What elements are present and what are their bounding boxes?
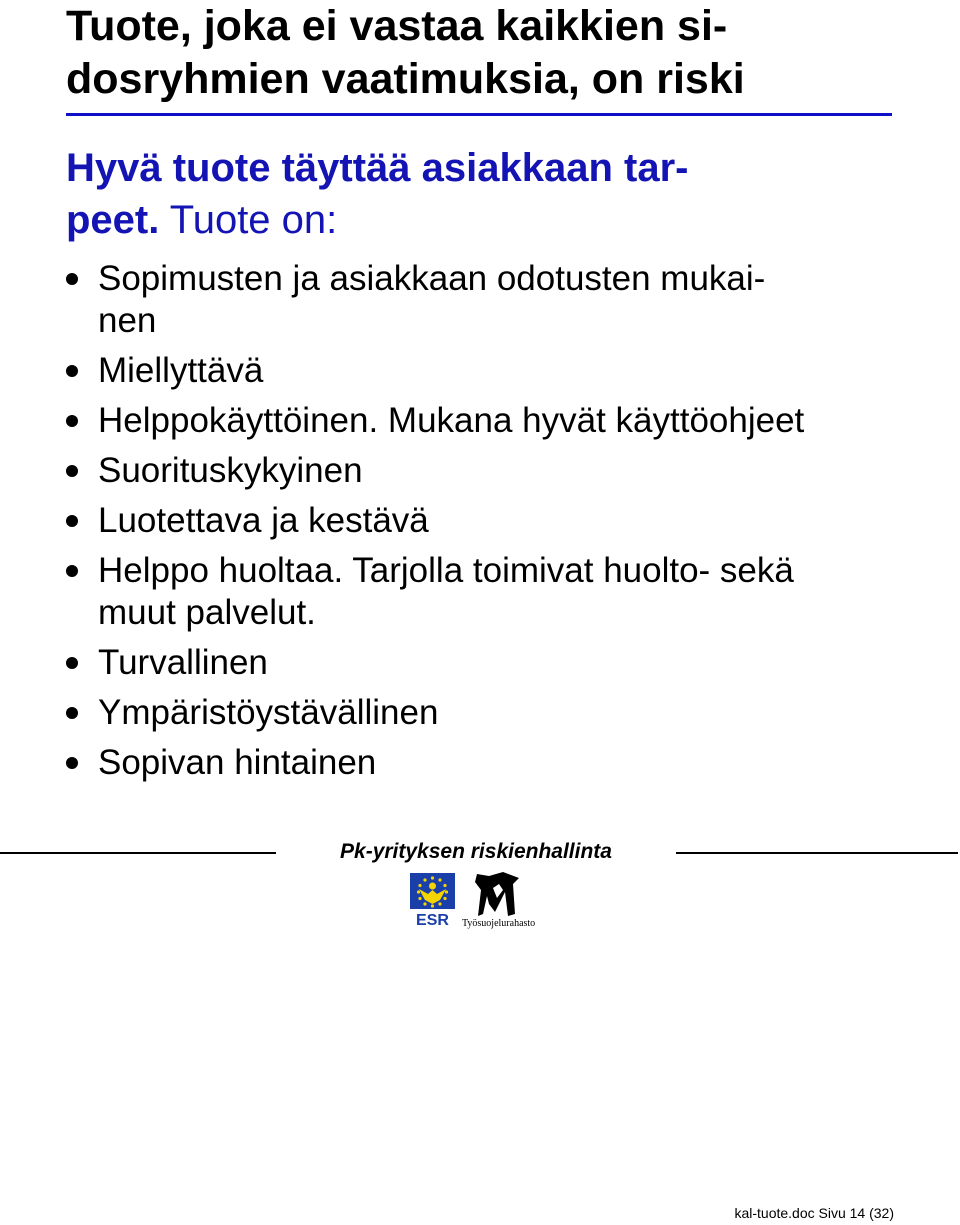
list-item [66, 350, 896, 392]
bullet-icon [66, 657, 78, 669]
subtitle [66, 142, 826, 246]
list-item-text: Suorituskykyinen [98, 451, 363, 490]
subtitle-bold-line-2: peet. [66, 198, 160, 242]
subtitle-rest: Tuote on: [159, 198, 338, 242]
bullet-icon [66, 465, 78, 477]
list-item [66, 500, 896, 542]
bullet-icon [66, 365, 78, 377]
list-item [66, 742, 896, 784]
list-item [66, 258, 896, 342]
list-item-text: Helppokäyttöinen. Mukana hyvät käyttöohjeet [98, 401, 805, 440]
bullet-icon [66, 757, 78, 769]
tyosuojelurahasto-label: Työsuojelurahasto [462, 918, 536, 929]
bullet-icon [66, 415, 78, 427]
list-item-text-line-1: Helppo huoltaa. Tarjolla toimivat huolto- sekä [98, 551, 794, 590]
list-item-text: Luotettava ja kestävä [98, 501, 429, 540]
list-item-text: Sopivan hintainen [98, 743, 377, 782]
list-item [66, 642, 896, 684]
list-item [66, 450, 896, 492]
list-item-text: Ympäristöystävällinen [98, 693, 439, 732]
page-title [66, 0, 896, 106]
list-item-text-line-2: muut palvelut. [98, 593, 316, 632]
list-item [66, 692, 896, 734]
list-item-text-line-1: Sopimusten ja asiakkaan odotusten mukai- [98, 259, 766, 298]
page-footer: kal-tuote.doc Sivu 14 (32) [734, 1205, 894, 1221]
bullet-icon [66, 515, 78, 527]
esr-logo [409, 872, 456, 928]
list-item [66, 550, 896, 634]
title-underline [66, 113, 892, 116]
list-item [66, 400, 896, 442]
bullet-icon [66, 273, 78, 285]
title-line-2: dosryhmien vaatimuksia, on riski [66, 55, 745, 103]
product-requirements-list [66, 258, 896, 792]
list-item-text-line-2: nen [98, 301, 157, 340]
list-item-text: Miellyttävä [98, 351, 264, 390]
list-item-text: Turvallinen [98, 643, 268, 682]
title-line-1: Tuote, joka ei vastaa kaikkien si- [66, 2, 728, 50]
footer-heading: Pk-yrityksen riskienhallinta [340, 840, 612, 863]
footer-divider-right [676, 852, 958, 854]
footer-divider-left [0, 852, 276, 854]
bullet-icon [66, 565, 78, 577]
subtitle-bold-line-1: Hyvä tuote täyttää asiakkaan tar- [66, 146, 689, 190]
bullet-icon [66, 707, 78, 719]
esr-logo-text: ESR [416, 912, 449, 928]
